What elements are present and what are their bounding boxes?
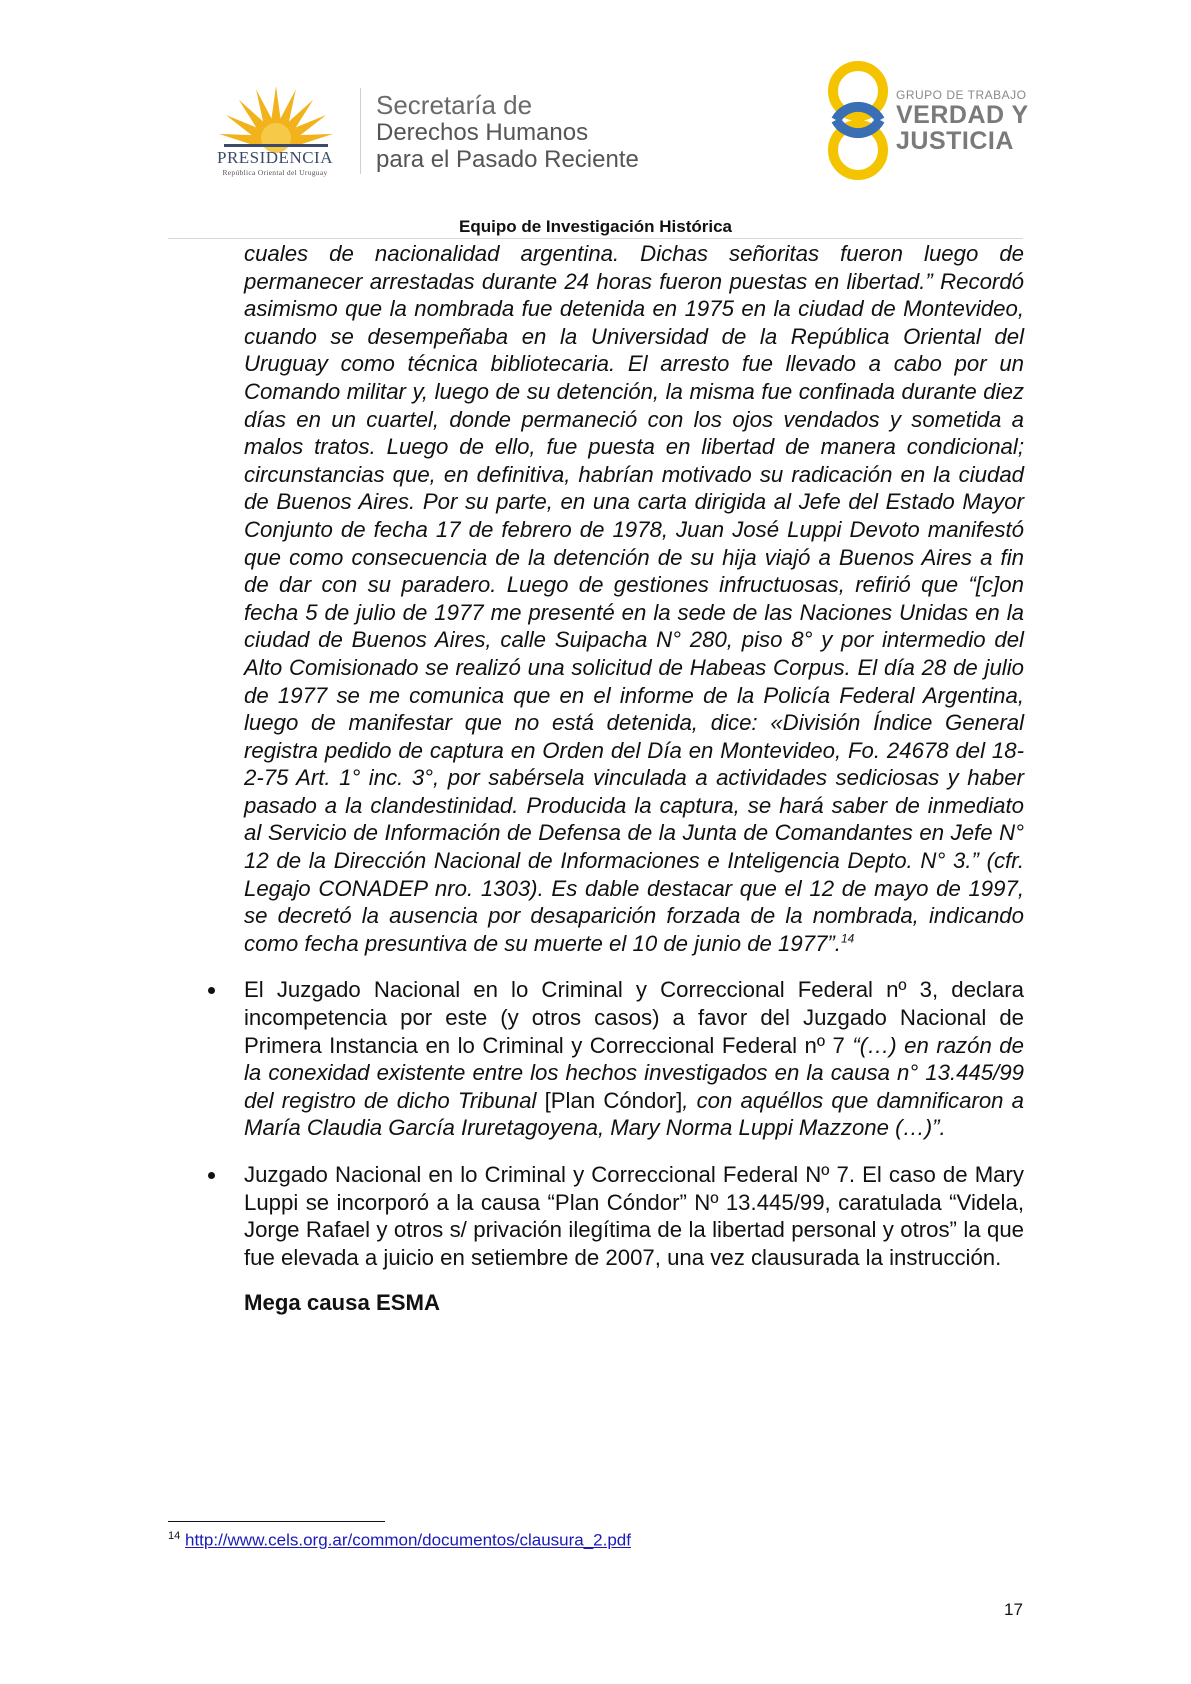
footnote-separator xyxy=(168,1521,385,1522)
bullet-paragraph-1 xyxy=(244,976,1024,1142)
section-heading: Mega causa ESMA xyxy=(244,1290,441,1316)
presidencia-name: PRESIDENCIA xyxy=(216,148,333,167)
list-item xyxy=(244,1161,1024,1271)
secretaria-line-1: Secretaría de xyxy=(376,90,533,120)
secretaria-logo-text xyxy=(376,92,639,173)
page-number: 17 xyxy=(1004,1600,1023,1619)
gtvj-line-1: GRUPO DE TRABAJO xyxy=(896,88,1027,102)
bullet1-bracket-text: [Plan Cóndor] xyxy=(536,1087,683,1113)
bullet-icon xyxy=(208,987,215,994)
footnote-reference[interactable]: 14 xyxy=(840,931,855,946)
bullet1-italic-text: “(…) en razón de la conexidad existente entre los hechos investigados en la causa n° 13.445/99 del registro de dicho Tribunal xyxy=(244,1032,1024,1113)
bullet1-italic-end-text: , con aquéllos que damnificaron a María Claudia García Iruretagoyena, Mary Norma Luppi Mazzone (…)”. xyxy=(244,1087,1025,1141)
gtvj-line-2: VERDAD Y xyxy=(896,101,1029,129)
footnote xyxy=(168,1530,631,1551)
header-rule xyxy=(168,238,1023,239)
secretaria-line-2: Derechos Humanos xyxy=(376,119,589,146)
page-header xyxy=(0,0,1191,236)
page-content xyxy=(244,240,1024,1316)
gtvj-line-3: JUSTICIA xyxy=(896,127,1014,155)
bullet-icon xyxy=(208,1172,215,1179)
secretaria-line-3: para el Pasado Reciente xyxy=(376,146,639,173)
quote-paragraph xyxy=(244,240,1024,957)
bullet1-normal-text: El Juzgado Nacional en lo Criminal y Correccional Federal nº 3, declara incompetencia por este (y otros casos) a favor del Juzgado Nacional de Primera Instancia en lo Criminal y Correccional Federal nº 7 xyxy=(244,977,1024,1058)
verdad-justicia-logo-text xyxy=(896,88,1029,154)
list-item xyxy=(244,976,1024,1142)
bullet-paragraph-2: Juzgado Nacional en lo Criminal y Correccional Federal Nº 7. El caso de Mary Luppi se incorporó a la causa “Plan Cóndor” Nº 13.445/99, caratulada “Videla, Jorge Rafael y otros s/ privación ilegítima de la libertad personal y otros” la que fue elevada a juicio en setiembre de 2007, una vez clausurada la instrucción. xyxy=(244,1162,1024,1270)
footnote-link[interactable]: http://www.cels.org.ar/common/documentos/clausura_2.pdf xyxy=(184,1530,631,1550)
verdad-justicia-rings-logo-icon xyxy=(818,58,898,183)
quote-paragraph-text: cuales de nacionalidad argentina. Dichas señoritas fueron luego de permanecer arrestadas durante 24 horas fueron puestas en libertad.” Recordó asimismo que la nombrada fue detenida en 1975 en la ciudad de Montevideo, cuando se desempeñaba en la Universidad de la República Oriental del Uruguay como técnica bibliotecaria. El arresto fue llevado a cabo por un Comando militar y, luego de su detención, la misma fue confinada durante diez días en un cuartel, donde permaneció con los ojos vendados y sometida a malos tratos. Luego de ello, fue puesta en libertad de manera condicional; circunstancias que, en definitiva, habrían motivado su radicación en la ciudad de Buenos Aires. Por su parte, en una carta dirigida al Jefe del Estado Mayor Conjunto de fecha 17 de febrero de 1978, Juan José Luppi Devoto manifestó que como consecuencia de la detención de su hija viajó a Buenos Aires a fin de dar con su paradero. Luego de gestiones infructuosas, refirió que “[c]on fecha 5 de julio de 1977 me presenté en la sede de las Naciones Unidas en la ciudad de Buenos Aires, calle Suipacha N° 280, piso 8° y por intermedio del Alto Comisionado se realizó una solicitud de Habeas Corpus. El día 28 de julio de 1977 se me comunica que en el informe de la Policía Federal Argentina, luego de manifestar que no está detenida, dice: «División Índice General registra pedido de captura en Orden del Día en Montevideo, Fo. 24678 del 18-2-75 Art. 1° inc. 3°, por sabérsela vinculada a actividades sediciosas y haber pasado a la clandestinidad. Producida la captura, se hará saber de inmediato al Servicio de Información de Defensa de la Junta de Comandantes en Jefe N° 12 de la Dirección Nacional de Informaciones e Inteligencia Depto. N° 3.” (cfr. Legajo CONADEP nro. 1303). Es dable destacar que el 12 de mayo de 1997, se decretó la ausencia por desaparición forzada de la nombrada, indicando como fecha presuntiva de su muerte el 10 de junio de 1977”. xyxy=(244,241,1024,956)
team-title: Equipo de Investigación Histórica xyxy=(459,217,732,236)
header-divider xyxy=(360,88,361,174)
presidencia-subtitle: República Oriental del Uruguay xyxy=(222,168,328,177)
footnote-number: 14 xyxy=(168,1530,181,1542)
